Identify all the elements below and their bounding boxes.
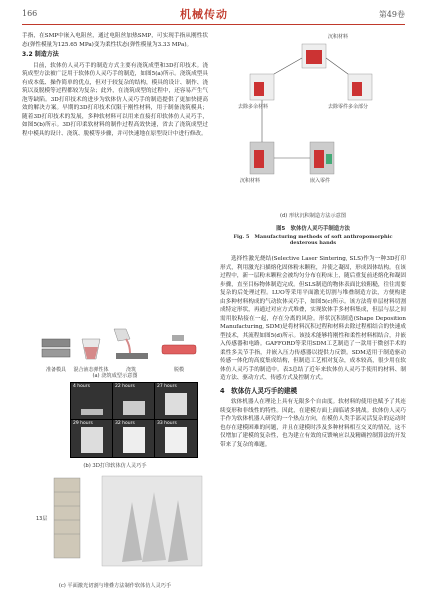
fig5-title-en: Fig. 5 Manufacturing methods of soft anthropomorphic dexterous hands bbox=[233, 234, 393, 246]
fig-b-caption: (b) 3D打印软体仿人灵巧手 bbox=[83, 463, 147, 469]
fig-d-label-2: 去除多余材料 bbox=[238, 104, 269, 110]
volume-label: 第49卷 bbox=[378, 10, 405, 19]
journal-title: 机械传动 bbox=[180, 8, 228, 21]
figure-5c bbox=[22, 472, 208, 580]
section-heading-4: 4 软体仿人灵巧手的建模 bbox=[220, 386, 298, 395]
fig-d-label-5: 嵌入零件 bbox=[310, 178, 331, 184]
figure-5b bbox=[70, 382, 198, 458]
print-frame-6: 33 hours bbox=[155, 420, 197, 457]
fig-a-caption: (a) 浇筑成型示意图 bbox=[92, 373, 138, 379]
print-frame-4: 29 hours bbox=[71, 420, 112, 457]
fig-a-label-1: 准备模具 bbox=[45, 367, 67, 373]
right-column bbox=[220, 255, 406, 449]
pouring-image bbox=[114, 329, 148, 359]
figure-5d bbox=[230, 30, 400, 214]
fig5-title-cn: 图5 软体仿人灵巧手制造方法 bbox=[276, 226, 350, 232]
sls-sdm-paragraph: 选择性激光烧结(Selective Laser Sintering, SLS)作为一种3D打印形式，利用激光扫描熔化固体粉末颗粒，并使之凝固，形成固体结构。在该过程中，新一层粉末颗粒会被均匀分布在粉床上，随后重复前述熔化和凝固步骤，直至目标物体制造完成。但SLS制造的物体表面比较粗糙，往往需要复杂的后处理过程。LUO等采用平面激光切割与堆叠制造方法，方便构建由多种材料构成的气动软体灵巧手，如图5(c)所示。该方法将单层材料切割成特定形状，再通过对应方式堆叠，实现软体手多材料集成，但层与层之间需用胶粘接在一起，存在分离的风险。形状沉积制造(Shape Deposition Manufacturing, SDM)是将材料沉积过程和材料去除过程相结合的快速成型技术，其流程如图5(d)所示。该技术能够将刚性和柔性材料相结合，并嵌入传感器和电路。GAFFORD等采用SDM工艺制造了一款用于微创手术的柔性多关节手指，并嵌入压力传感器以提供力反馈。SDM适用于制造驱动传感一体化的高度集成结构，但制造工艺相对复杂，成本较高，很少用在软体仿人灵巧手的制造中。表3总结了近年来软体仿人灵巧手使用的材料、制造方法、驱动方式、传感方式及控制方式。 bbox=[220, 256, 406, 381]
elastomer-cup-image bbox=[82, 339, 100, 359]
laminated-layers-image bbox=[54, 478, 80, 558]
fig-d-label-4: 沉积材料 bbox=[240, 178, 261, 184]
page-number: 166 bbox=[22, 9, 38, 18]
print-frame-1: 4 hours bbox=[71, 383, 112, 419]
fig-d-caption: (d) 形状沉积制造方法示意图 bbox=[279, 213, 347, 219]
intro-paragraph: 手指，在SMP中嵌入电阻丝，通过电阻丝加热SMP，可实现手指从刚性状态(弹性模量为125.65 MPa)变为柔性状态(弹性模量为3.33 MPa)。 bbox=[22, 33, 208, 48]
fig-d-label-3: 去除零件多余部分 bbox=[328, 104, 369, 110]
fig-c-layer-label: 13层 bbox=[36, 516, 48, 522]
fig-d-label-1: 沉积材料 bbox=[328, 34, 349, 40]
fig-a-label-4: 脱模 bbox=[173, 367, 185, 373]
header-rule bbox=[22, 24, 405, 25]
manufacturing-paragraph: 目前，软体仿人灵巧手的制造方式主要有浇筑成型和3D打印技术。浇筑成型方法被广泛用于软体仿人灵巧手的制造，如图5(a)所示。浇筑成型具有成本低、操作简单的优点，但对于较复杂的结构，模具的设计、制作、浇筑以及脱模等过程都较为复杂；此外，在浇筑成型的过程中，还容易产生气泡等缺陷。3D打印技术的进步为软体仿人灵巧手的制造提供了更加快捷高效的解决方案。早期的3D打印技术仅限于刚性材料，用于制备浇筑模具；随着3D打印技术的发展，多种软材料可以用来直接打印软体仿人灵巧手，如图5(b)所示。3D打印柔软材料的制作过程高效快速，省去了浇筑成型过程中模具的设计、浇筑、脱模等步骤，并可快速地在原型设计中进行修改。 bbox=[22, 62, 208, 137]
page-header bbox=[0, 0, 427, 30]
mold-image bbox=[42, 339, 70, 357]
demolded-finger-image bbox=[162, 335, 196, 354]
fig-a-label-2: 混合液态弹性体 bbox=[73, 367, 109, 373]
print-frame-5: 32 hours bbox=[113, 420, 154, 457]
modeling-paragraph: 软体机器人在理论上具有无限多个自由度。软材料的使用也赋予了其连续变形和非线性的特性。因此，在建模方面上面临诸多挑战。软体仿人灵巧手作为软体机器人研究的一个热点方向，在模仿人类手部灵活复杂的运动时也存在建模困难的问题，并且在建模时涉及多种材料相互交叉的情况，这不仅增加了建模的复杂性，也为建立有效的反馈响应以及精确控制算法的开发带来了复杂的难题。 bbox=[220, 399, 406, 448]
section-heading-3-2: 3.2 制造方法 bbox=[22, 51, 59, 58]
print-frame-2: 22 hours bbox=[113, 383, 154, 419]
fig-a-label-3: 浇筑 bbox=[125, 367, 137, 373]
fig-c-caption: (c) 平面激光切割与堆叠方法制作软体仿人灵巧手 bbox=[58, 583, 172, 589]
print-frame-3: 27 hours bbox=[155, 383, 197, 419]
left-column bbox=[22, 32, 208, 138]
